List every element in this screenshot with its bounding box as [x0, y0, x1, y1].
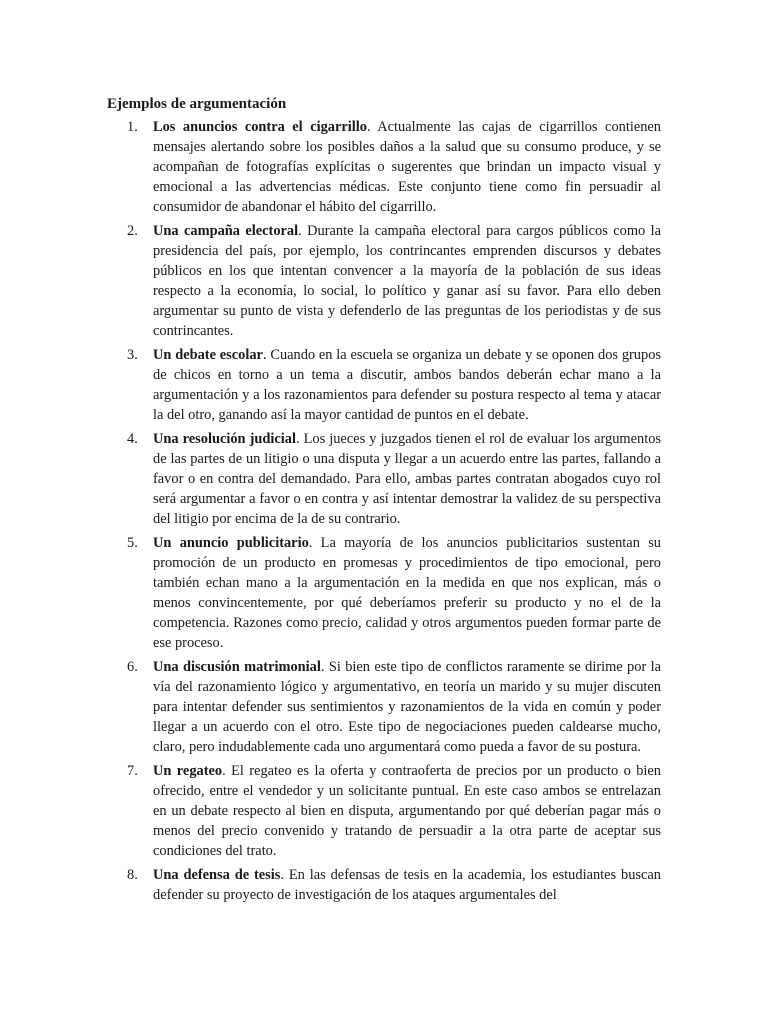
- item-text: . En las defensas de tesis en la academia, los estudiantes buscan defender su proyecto de investigación de los ataques argumentales del: [153, 867, 661, 903]
- item-title: Una campaña electoral: [153, 223, 299, 239]
- item-text: . El regateo es la oferta y contraoferta de precios por un producto o bien ofrecido, entre el vendedor y un solicitante puntual. En este caso ambos se entrelazan en un debate respecto al bien en disputa, argumentando por qué deberían pagar más o menos del precio convenido y tratando de persuadir a la otra parte de aceptar sus condiciones del trato.: [153, 763, 662, 859]
- list-item: [107, 221, 661, 341]
- list-item: [107, 865, 661, 905]
- list-item: [107, 429, 661, 529]
- item-number: 7.: [127, 763, 138, 779]
- item-text: . Si bien este tipo de conflictos raramente se dirime por la vía del razonamiento lógico y argumentativo, en teoría un marido y su mujer discuten para intentar defender sus sentimientos y razonamientos de la vida en común y poder llegar a un acuerdo con el otro. Este tipo de negociaciones pueden caldearse mucho, claro, pero indudablemente cada uno argumentará como pueda a favor de su postura.: [153, 659, 661, 755]
- item-text: . Los jueces y juzgados tienen el rol de evaluar los argumentos de las partes de un litigio o una disputa y llegar a un acuerdo entre las partes, fallando a favor o en contra del demandado. Para ello, ambas partes contratan abogados cuyo rol será argumentar a favor o en contra y así intentar demostrar la validez de su perspectiva del litigio por encima de la de su contrario.: [153, 431, 661, 527]
- item-title: Los anuncios contra el cigarrillo: [153, 119, 367, 135]
- item-number: 3.: [127, 347, 138, 363]
- item-number: 8.: [127, 867, 138, 883]
- document-page: [107, 94, 661, 909]
- item-number: 4.: [127, 431, 138, 447]
- argument-examples-list: [107, 117, 661, 905]
- item-text: . Cuando en la escuela se organiza un debate y se oponen dos grupos de chicos en torno a un tema a discutir, ambos bandos deberán echar mano a la argumentación y a los razonamientos para defender su postura respecto al tema y atacar la del otro, ganando así la mayor cantidad de puntos en el debate.: [153, 347, 661, 423]
- item-text: . Durante la campaña electoral para cargos públicos como la presidencia del país, por ejemplo, los contrincantes emprenden discursos y debates públicos en los que intentan convencer a la mayoría de la población de sus ideas respecto a la economía, lo social, lo político y ganar así su favor. Para ello deben argumentar su punto de vista y defenderlo de las preguntas de los periodistas y de sus contrincantes.: [153, 223, 662, 339]
- item-title: Un anuncio publicitario: [153, 535, 309, 551]
- item-title: Un regateo: [153, 763, 223, 779]
- list-item: [107, 761, 661, 861]
- item-number: 2.: [127, 223, 138, 239]
- item-text: . La mayoría de los anuncios publicitarios sustentan su promoción de un producto en promesas y procedimientos de tipo emocional, pero también echan mano a la argumentación en la medida en que nos explican, más o menos convincentemente, por qué deberíamos preferir su producto y no el de la competencia. Razones como precio, calidad y otros argumentos pueden formar parte de ese proceso.: [153, 535, 661, 651]
- item-number: 1.: [127, 119, 138, 135]
- list-item: [107, 533, 661, 653]
- item-text: . Actualmente las cajas de cigarrillos contienen mensajes alertando sobre los posibles daños a la salud que su consumo produce, y se acompañan de fotografías explícitas o sugerentes que brindan un impacto visual y emocional a las advertencias médicas. Este conjunto tiene como fin persuadir al consumidor de abandonar el hábito del cigarrillo.: [153, 119, 661, 215]
- item-title: Un debate escolar: [153, 347, 263, 363]
- list-item: [107, 345, 661, 425]
- document-title: Ejemplos de argumentación: [107, 96, 287, 112]
- item-number: 5.: [127, 535, 138, 551]
- list-item: [107, 657, 661, 757]
- item-title: Una defensa de tesis: [153, 867, 281, 883]
- item-number: 6.: [127, 659, 138, 675]
- item-title: Una resolución judicial: [153, 431, 296, 447]
- list-item: [107, 117, 661, 217]
- item-title: Una discusión matrimonial: [153, 659, 321, 675]
